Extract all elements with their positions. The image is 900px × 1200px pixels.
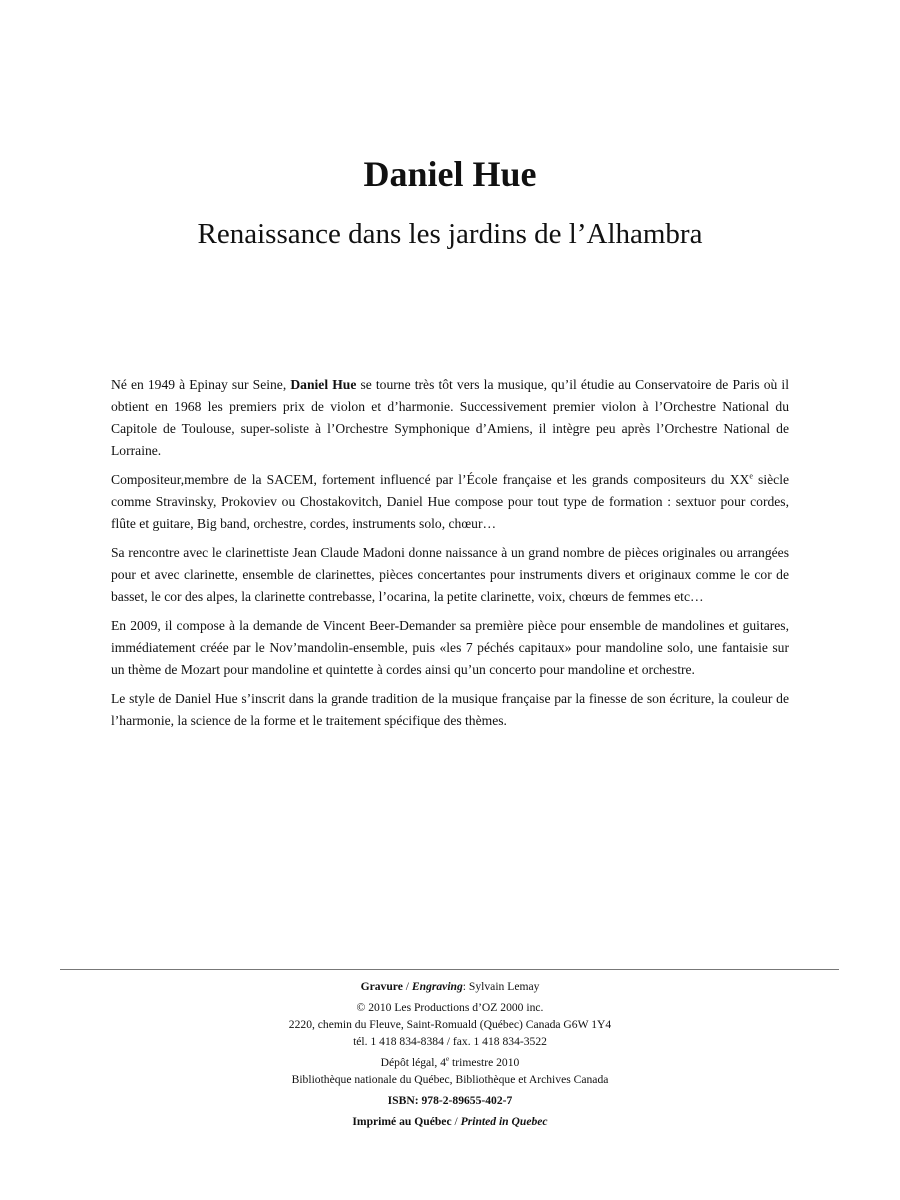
isbn: ISBN: 978-2-89655-402-7: [387, 1094, 513, 1107]
bio-p2-superscript: e: [749, 471, 753, 481]
colophon: [0, 978, 900, 1134]
work-title: Renaissance dans les jardins de l’Alhambra: [197, 218, 703, 250]
engraving-credit: [0, 978, 900, 995]
bio-paragraph-4: En 2009, il compose à la demande de Vincent Beer-Demander sa première pièce pour ensemble de mandolines et guitares, immédiatement créée par le Nov’mandolin-ensemble, puis «les 7 péchés capitaux» pour mandoline solo, une fantaisie sur un thème de Mozart pour mandoline et quintette à cordes ainsi qu’un concerto pour mandoline et orchestre.: [111, 618, 789, 677]
publisher-block: [0, 999, 900, 1050]
printed-fr: Imprimé au Québec: [352, 1115, 452, 1128]
printed-sep: /: [451, 1115, 461, 1128]
bio-p2-text-a: Compositeur,membre de la SACEM, fortement influencé par l’École française et les grands compositeurs du XX: [111, 472, 750, 487]
copyright-line: © 2010 Les Productions d’OZ 2000 inc.: [356, 1001, 544, 1014]
printed-en: Printed in Quebec: [460, 1115, 548, 1128]
bio-p1-text-b: se tourne très tôt vers la musique, qu’il étudie au Conservatoire de Paris où il obtient en 1968 les premiers prix de violon et d’harmonie. Successivement premier violon à l’Orchestre National du Capitole de Toulouse, super-soliste à l’Orchestre Symphonique d’Amiens, il intègre peu après l’Orchestre National de Lorraine.: [111, 377, 789, 458]
bio-paragraph-3: Sa rencontre avec le clarinettiste Jean Claude Madoni donne naissance à un grand nombre de pièces originales ou arrangées pour et avec clarinette, ensemble de clarinettes, pièces concertantes pour instruments divers et originaux comme le cor de basset, le cor des alpes, la clarinette contrebasse, l’ocarina, la petite clarinette, voix, chœurs de femmes etc…: [111, 545, 789, 604]
legal-deposit-text-a: Dépôt légal, 4: [380, 1056, 447, 1069]
bio-p1-name: Daniel Hue: [290, 377, 357, 392]
address-line: 2220, chemin du Fleuve, Saint-Romuald (Québec) Canada G6W 1Y4: [288, 1018, 612, 1031]
legal-deposit-text-b: trimestre 2010: [449, 1056, 520, 1069]
engraver-name: : Sylvain Lemay: [462, 980, 540, 993]
bio-p1-text-a: Né en 1949 à Epinay sur Seine,: [111, 377, 291, 392]
legal-deposit-superscript: e: [446, 1055, 450, 1064]
bio-paragraph-1: [111, 374, 789, 462]
composer-name: Daniel Hue: [363, 154, 537, 194]
engraving-label-fr: Gravure: [360, 980, 403, 993]
phone-line: tél. 1 418 834-8384 / fax. 1 418 834-3522: [353, 1035, 547, 1048]
libraries-line: Bibliothèque nationale du Québec, Bibliothèque et Archives Canada: [291, 1073, 609, 1086]
engraving-label-en: Engraving: [411, 980, 463, 993]
legal-deposit-block: [0, 1054, 900, 1088]
bio-paragraph-5: Le style de Daniel Hue s’inscrit dans la grande tradition de la musique française par la finesse de son écriture, la couleur de l’harmonie, la science de la forme et le traitement spécifique des thèmes.: [111, 691, 789, 728]
isbn-block: [0, 1092, 900, 1109]
biography: [111, 374, 789, 739]
bio-paragraph-2: [111, 469, 789, 535]
footer-divider: [60, 969, 839, 970]
engraving-sep: /: [402, 980, 412, 993]
bio-p2-text-b: siècle comme Stravinsky, Prokoviev ou Chostakovitch, Daniel Hue compose pour tout type de formation : sextuor pour cordes, flûte et guitare, Big band, orchestre, cordes, instruments solo, chœur…: [111, 472, 790, 531]
legal-deposit-line: [0, 1054, 900, 1071]
printed-in-block: [0, 1113, 900, 1130]
